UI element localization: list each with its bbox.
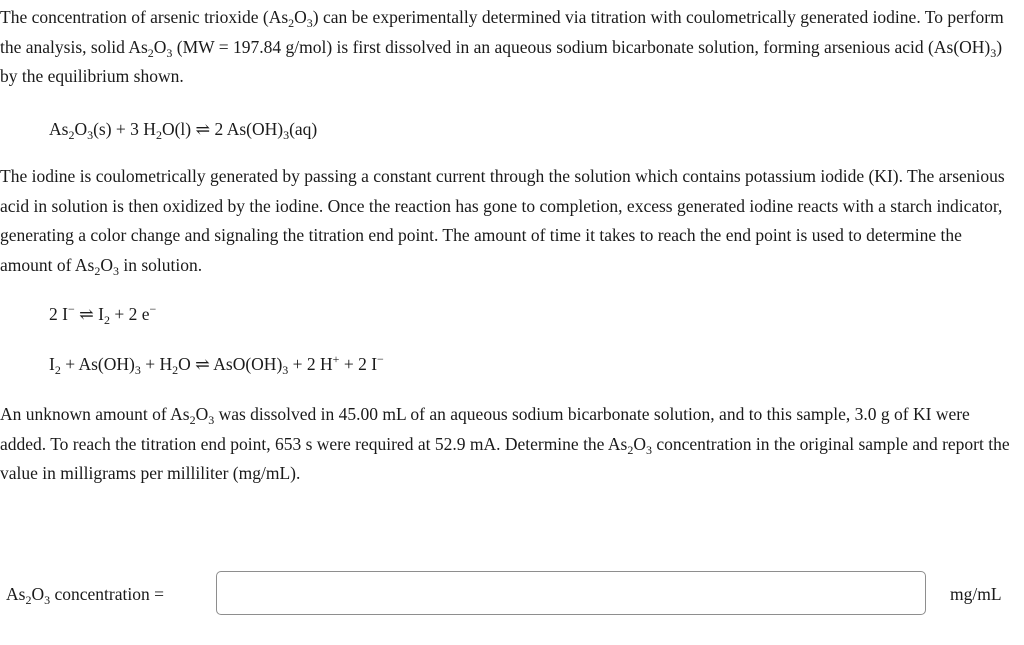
answer-label: $As_2O_3$ concentration = xyxy=(6,584,164,607)
intro-paragraph: The concentration of arsenic trioxide $(As_2O_3)$ can be experimentally determined via titration with coulometrically generated iodine. To perform the analysis, solid $As_2O_3$ (MW = 197.84 g/mol) is first dissolved in an aqueous sodium bicarbonate solution, forming arsenious acid $(As(OH)_3)$ by the equilibrium shown. xyxy=(0,7,1004,87)
equilibrium-arrow-icon: ⇌ xyxy=(195,354,210,374)
answer-row xyxy=(0,571,1024,617)
method-paragraph: The iodine is coulometrically generated by passing a constant current through the solution which contains potassium iodide (KI). The arsenious acid in solution is then oxidized by the iodine. Once the reaction has gone to completion, excess generated iodine reacts with a starch indicator, generating a color change and signaling the titration end point. The amount of time it takes to reach the end point is used to determine the amount of $As_2O_3$ in solution. xyxy=(0,166,1005,278)
concentration-answer-input[interactable] xyxy=(216,571,926,615)
equilibrium-arrow-icon: ⇌ xyxy=(79,304,94,324)
equation-iodide-oxidation: 2 I− ⇌ $I_2 + 2$ e− xyxy=(49,302,157,327)
equation-arsenious-oxidation: $I_2 + As(OH)_3 + H_2O$ ⇌ $AsO(OH)_3 + 2$ H+ + 2 I− xyxy=(49,352,384,377)
equation-dissolution: $As_2O_3(s) + 3$ $H_2O(l)$ ⇌ 2 $As(OH)_3(aq)$ xyxy=(49,119,318,142)
question-paragraph: An unknown amount of $As_2O_3$ was dissolved in 45.00 mL of an aqueous sodium bicarbonate solution, and to this sample, 3.0 g of KI were added. To reach the titration end point, 653 s were required at 52.9 mA. Determine the $As_2O_3$ concentration in the original sample and report the value in milligrams per milliliter (mg/mL). xyxy=(0,404,1010,484)
equilibrium-arrow-icon: ⇌ xyxy=(195,119,211,139)
answer-unit: mg/mL xyxy=(950,584,1002,604)
